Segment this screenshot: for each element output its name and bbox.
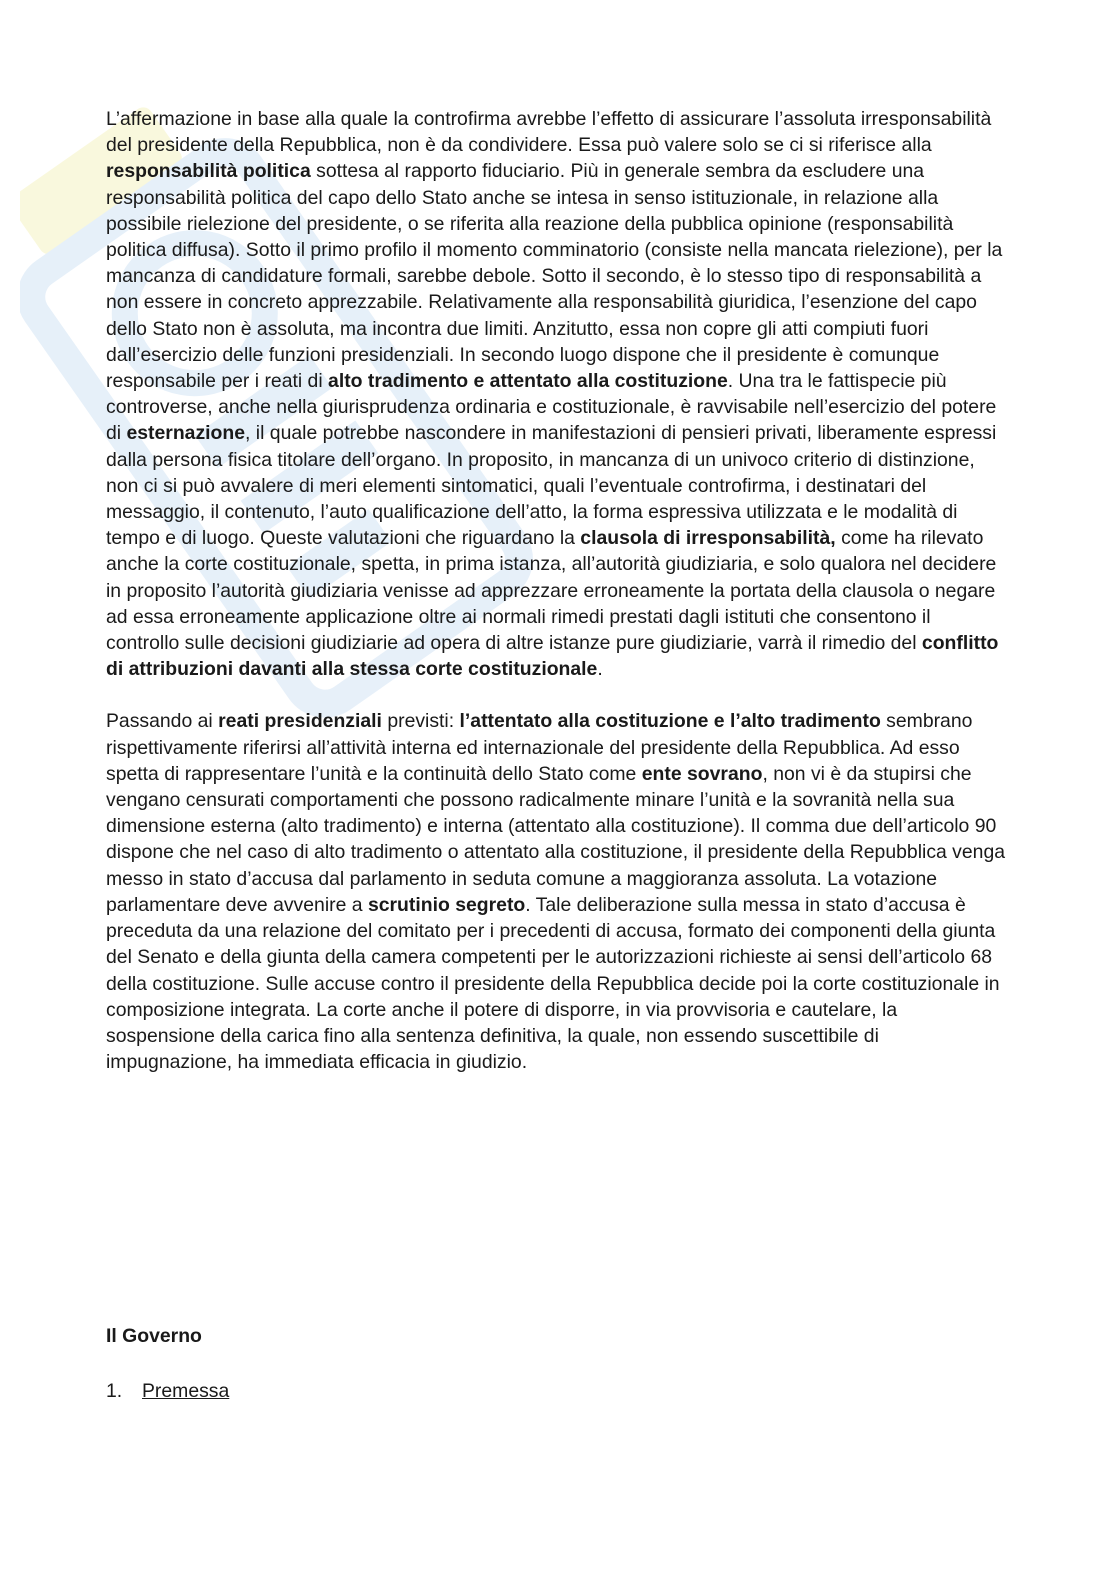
list-number: 1. xyxy=(106,1380,123,1402)
bold-term: l’attentato alla costituzione e l’alto tradimento xyxy=(459,710,881,733)
bold-term: alto tradimento e attentato alla costituzione xyxy=(328,370,728,393)
text-run: , il quale potrebbe nascondere in manifestazioni di pensieri privati, liberamente espressi dalla persona fisica titolare dell’organo. In proposito, in mancanza di un univoco criterio di distinzione, non ci si può avvalere di meri elementi sintomatici, quali l’eventuale controfirma, i destinatari del messaggio, il contenuto, l’auto qualificazione dell’atto, la forma espressiva utilizzata e le modalità di tempo e di luogo. Queste valutazioni che riguardano la xyxy=(106,422,997,550)
bold-term: clausola di irresponsabilità, xyxy=(580,527,836,550)
bold-term: esternazione xyxy=(126,422,246,445)
text-run: sembrano rispettivamente riferirsi all’attività interna ed internazionale del presidente della Repubblica. Ad esso spetta di rappresentare l’unità e la continuità dello Stato come xyxy=(106,710,973,785)
numbered-list xyxy=(106,1380,229,1403)
text-run: sottesa al rapporto fiduciario. Più in generale sembra da escludere una responsabilità politica del capo dello Stato anche se intesa in senso istituzionale, in relazione alla possibile rielezione del presidente, o se riferita alla reazione della pubblica opinione (responsabilità politica diffusa). Sotto il primo profilo il momento comminatorio (consiste nella mancata rielezione), per la mancanza di candidature formali, sarebbe debole. Sotto il secondo, è lo stesso tipo di responsabilità a non essere in concreto apprezzabile. Relativamente alla responsabilità giuridica, l’esenzione del capo dello Stato non è assoluta, ma incontra due limiti. Anzitutto, essa non copre gli atti compiuti fuori dall’esercizio delle funzioni presidenziali. In secondo luogo dispone che il presidente è comunque responsabile per i reati di xyxy=(106,160,1003,393)
bold-term: ente sovrano xyxy=(641,762,763,785)
bold-term: reati presidenziali xyxy=(218,710,382,733)
paragraph-reati-presidenziali xyxy=(106,708,1006,1075)
text-run: . Una tra le fattispecie più controverse, anche nella giurisprudenza ordinaria e costituzionale, è ravvisabile nell’esercizio del potere di xyxy=(106,370,997,445)
text-run: . Tale deliberazione sulla messa in stato d’accusa è preceduta da una relazione del comitato per i precedenti di accusa, formato dei componenti della giunta del Senato e della giunta della camera competenti per le autorizzazioni richieste ai sensi dell’articolo 68 della costituzione. Sulle accuse contro il presidente della Repubblica decide poi la corte costituzionale in composizione integrata. La corte anche il potere di disporre, in via provvisoria e cautelare, la sospensione della carica fino alla sentenza definitiva, la quale, non essendo suscettibile di impugnazione, ha immediata efficacia in giudizio. xyxy=(106,893,1000,1074)
section-heading: Il Governo xyxy=(106,1325,202,1347)
bold-term: conflitto di attribuzioni davanti alla stessa corte costituzionale xyxy=(106,632,999,681)
bold-term: scrutinio segreto xyxy=(367,893,526,916)
text-run: . xyxy=(597,658,603,681)
text-run: L’affermazione in base alla quale la controfirma avrebbe l’effetto di assicurare l’assoluta irresponsabilità del presidente della Repubblica, non è da condividere. Essa può valere solo se ci si riferisce alla xyxy=(106,108,992,157)
list-item-premessa[interactable]: Premessa xyxy=(142,1380,230,1402)
text-run: previsti: xyxy=(381,710,460,733)
text-run: , non vi è da stupirsi che vengano censurati comportamenti che possono radicalmente minare l’unità e la sovranità nella sua dimensione esterna (alto tradimento) e interna (attentato alla costituzione). Il comma due dell’articolo 90 dispone che nel caso di alto tradimento o attentato alla costituzione, il presidente della Repubblica venga messo in stato d’accusa dal parlamento in seduta comune a maggioranza assoluta. La votazione parlamentare deve avvenire a xyxy=(106,762,1006,916)
text-run: Passando ai xyxy=(106,710,219,733)
bold-term: responsabilità politica xyxy=(106,160,311,183)
document-body xyxy=(106,106,1006,1075)
text-run: come ha rilevato anche la corte costituzionale, spetta, in prima istanza, all’autorità giudiziaria, e solo qualora nel decidere in proposito l’autorità giudiziaria venisse ad apprezzare erroneamente la portata della clausola o negare ad essa erroneamente applicazione oltre ai normali rimedi prestati dagli istituti che consentono il controllo sulle decisioni giudiziarie ad opera di altre istanze pure giudiziarie, varrà il rimedio del xyxy=(106,527,997,655)
paragraph-responsabilita xyxy=(106,106,1006,682)
